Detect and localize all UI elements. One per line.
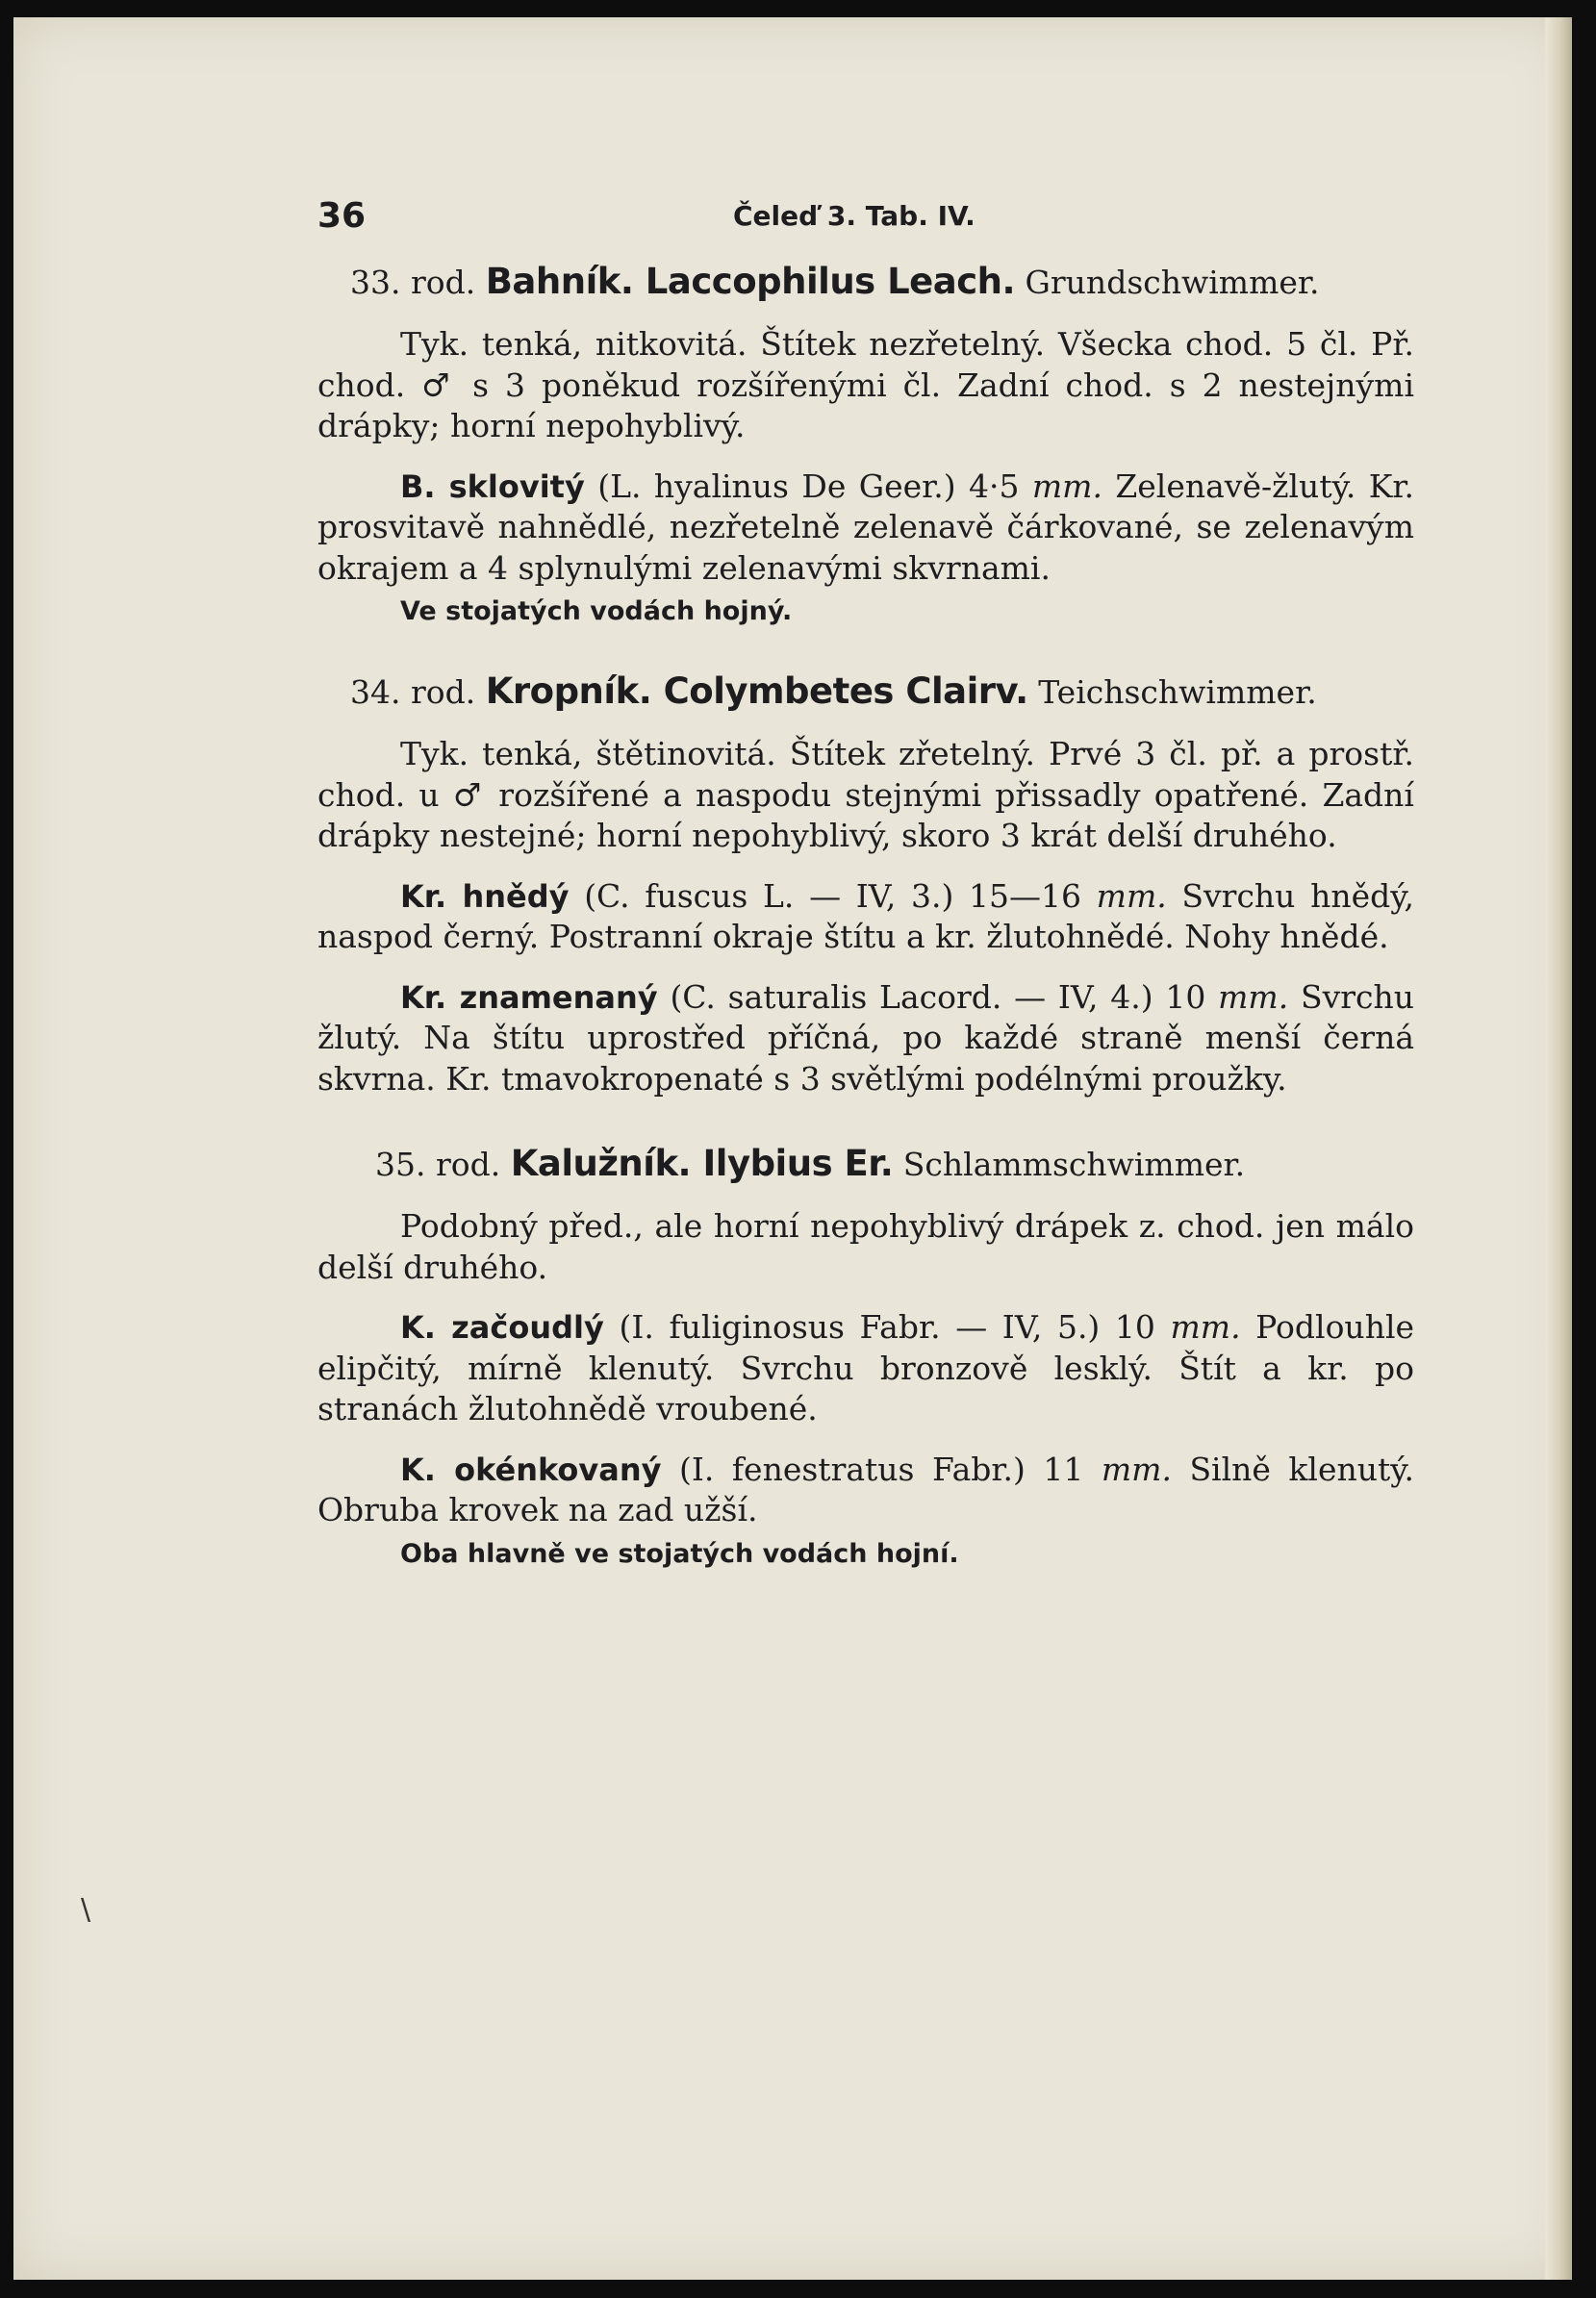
- genus-name: Kropník. Colymbetes Clairv.: [485, 670, 1028, 712]
- species-name: B. sklovitý: [400, 467, 585, 505]
- species-entry: [317, 1450, 1414, 1531]
- species-description: Zelenavě-žlutý. Kr. prosvitavě nahnědlé, nezřetelně zelenavě čárkované, se zelenavým okrajem a 4 splynulými zelenavými skvrnami.: [317, 467, 1414, 587]
- species-latin: (I. fuliginosus Fabr. — IV, 5.) 10: [619, 1308, 1155, 1346]
- genus-german-name: Schlammschwimmer.: [902, 1146, 1246, 1183]
- stray-mark: \: [81, 1893, 91, 1927]
- genus-heading: [317, 1140, 1414, 1189]
- genus-name: Bahník. Laccophilus Leach.: [485, 261, 1016, 302]
- genus-rank: 34. rod.: [350, 673, 476, 711]
- species-description: Silně klenutý. Obruba krovek na zad užší.: [317, 1450, 1415, 1528]
- genus-german-name: Grundschwimmer.: [1025, 264, 1320, 301]
- book-page: [13, 17, 1572, 2280]
- species-name: K. okénkovaný: [400, 1451, 662, 1488]
- page-edge: [1545, 17, 1572, 2280]
- habitat-note: Oba hlavně ve stojatých vodách hojní.: [400, 1538, 959, 1569]
- genus-rank: 33. rod.: [350, 264, 476, 301]
- species-unit: mm.: [1096, 876, 1167, 915]
- genus-rank: 35. rod.: [375, 1146, 501, 1183]
- species-latin: (L. hyalinus De Geer.) 4·5: [597, 467, 1020, 505]
- genus-heading: [317, 668, 1414, 717]
- species-entry: [317, 1307, 1414, 1430]
- species-name: Kr. hnědý: [400, 877, 570, 915]
- species-unit: mm.: [1101, 1450, 1172, 1488]
- page-header: [317, 171, 1414, 248]
- genus-description: Podobný před., ale horní nepohyblivý drápek z. chod. jen málo delší druhého.: [317, 1207, 1414, 1286]
- genus-name: Kalužník. Ilybius Er.: [510, 1143, 894, 1184]
- page-text: [317, 171, 1414, 1574]
- species-name: Kr. znamenaný: [400, 978, 658, 1016]
- species-entry: [317, 977, 1414, 1100]
- species-description: Svrchu hnědý, naspod černý. Postranní okraje štítu a kr. žlutohnědé. Nohy hnědé.: [317, 876, 1415, 955]
- species-unit: mm.: [1031, 467, 1102, 505]
- running-head: Čeleď 3. Tab. IV.: [733, 200, 975, 232]
- species-unit: mm.: [1218, 977, 1289, 1016]
- species-unit: mm.: [1170, 1308, 1241, 1346]
- genus-heading: [317, 258, 1414, 307]
- genus-german-name: Teichschwimmer.: [1038, 673, 1317, 711]
- species-latin: (C. fuscus L. — IV, 3.) 15—16: [584, 876, 1081, 915]
- genus-description: Tyk. tenká, nitkovitá. Štítek nezřetelný. Všecka chod. 5 čl. Př. chod. ♂ s 3 poněkud rozšířenými čl. Zadní chod. s 2 nestejnými drápky; horní nepohyblivý.: [317, 325, 1414, 444]
- species-description: Podlouhle elipčitý, mírně klenutý. Svrchu bronzově lesklý. Štít a kr. po stranách žlutohnědě vroubené.: [317, 1308, 1415, 1427]
- habitat-note: Ve stojatých vodách hojný.: [400, 596, 793, 626]
- species-latin: (C. saturalis Lacord. — IV, 4.) 10: [670, 977, 1206, 1016]
- species-description: Svrchu žlutý. Na štítu uprostřed příčná, po každé straně menší černá skvrna. Kr. tmavokropenaté s 3 světlými podélnými proužky.: [317, 977, 1415, 1098]
- species-entry: [317, 467, 1414, 590]
- species-name: K. začoudlý: [400, 1309, 604, 1346]
- species-latin: (I. fenestratus Fabr.) 11: [678, 1450, 1084, 1488]
- genus-description: Tyk. tenká, štětinovitá. Štítek zřetelný. Prvé 3 čl. př. a prostř. chod. u ♂ rozšířené a naspodu stejnými přissadly opatřené. Zadní drápky nestejné; horní nepohyblivý, skoro 3 krát delší druhého.: [317, 735, 1414, 854]
- page-number: 36: [317, 196, 367, 236]
- species-entry: [317, 876, 1414, 958]
